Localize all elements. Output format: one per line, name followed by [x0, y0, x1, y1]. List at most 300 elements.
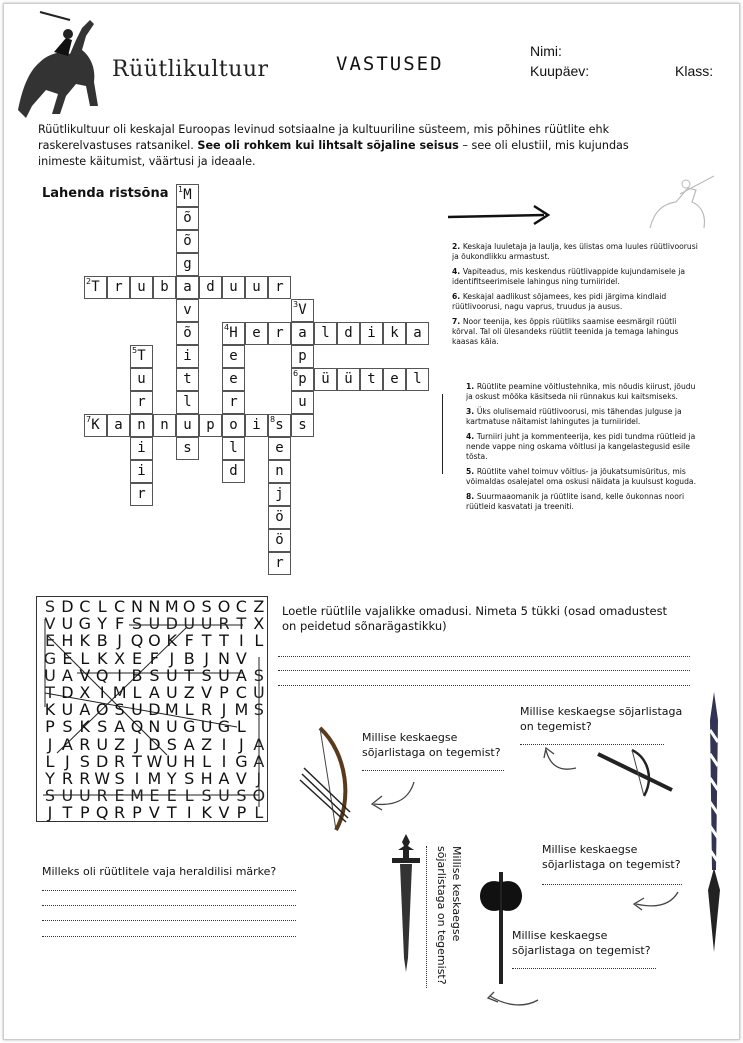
clue-divider — [442, 394, 443, 474]
crossbow-question: Millise keskaegse sõjarlistaga on tegemist? — [520, 705, 683, 733]
clue-item — [466, 492, 696, 512]
word-search-letter[interactable]: R — [96, 786, 108, 806]
word-search-letter[interactable]: L — [132, 683, 142, 702]
crossword-cell[interactable]: u — [176, 414, 199, 437]
word-search-letter[interactable]: G — [43, 648, 57, 668]
word-search-letter[interactable]: V — [79, 665, 91, 685]
word-search-letter[interactable]: B — [96, 631, 108, 651]
crossword-cell[interactable]: v — [176, 299, 199, 322]
word-search-letter[interactable]: Z — [183, 683, 195, 702]
clue-number: 8 — [270, 415, 276, 424]
word-search-letter[interactable]: L — [80, 648, 90, 668]
word-search-letter[interactable]: D — [61, 683, 74, 702]
word-search-letter[interactable]: U — [218, 665, 230, 685]
word-search-letter[interactable]: Y — [97, 614, 108, 634]
word-search-letter[interactable]: L — [45, 751, 55, 771]
word-search-letter[interactable]: S — [62, 717, 73, 737]
crossword-cell[interactable]: p 6 — [291, 368, 314, 391]
word-search-letter[interactable]: V — [235, 648, 247, 668]
word-search-letter[interactable]: O — [217, 597, 231, 616]
crossword-cell[interactable]: T 2 — [84, 276, 107, 299]
word-search-letter[interactable]: H — [200, 769, 213, 788]
word-search-letter[interactable]: T — [45, 683, 55, 702]
crossword-cell[interactable]: r — [222, 391, 245, 414]
clue-text: Rüütlite vahel toimuv võitlus- ja jõukatsumisüritus, mis võimaldas osalejatel oma oskusi näidata ja kuulsust koguda. — [466, 467, 696, 486]
word-search-letter[interactable]: U — [96, 734, 109, 754]
word-search-letter[interactable]: S — [114, 769, 125, 788]
word-search-letter[interactable]: F — [114, 614, 125, 634]
word-search-letter[interactable]: U — [165, 751, 178, 771]
word-search-letter[interactable]: I — [99, 683, 105, 702]
word-search-letter[interactable]: N — [148, 597, 161, 616]
clue-item — [466, 467, 696, 487]
word-search-letter[interactable]: M — [112, 683, 127, 702]
crossword-cell[interactable]: H 4 — [222, 322, 245, 345]
word-search-letter[interactable]: E — [166, 786, 177, 806]
word-search-letter[interactable]: R — [218, 614, 230, 634]
crossword-cell[interactable]: ü — [337, 368, 360, 391]
word-search-letter[interactable]: Y — [166, 769, 177, 788]
crossword-cell[interactable]: M 1 — [176, 184, 199, 207]
crossword-cell[interactable]: r — [268, 276, 291, 299]
word-search-letter[interactable]: B — [131, 665, 143, 685]
heraldry-answer-line[interactable] — [42, 920, 296, 921]
sword-answer-line[interactable] — [426, 846, 427, 988]
word-search-letter[interactable]: S — [44, 786, 56, 806]
word-search-letter[interactable]: U — [131, 700, 143, 720]
word-search-letter[interactable]: P — [45, 717, 55, 737]
word-search-letter[interactable]: I — [221, 734, 227, 754]
clue-text: Rüütlite peamine võitlustehnika, mis nõudis kiirust, jõudu ja oskust mõõka käsitseda nii rünnakus kui kaitsmiseks. — [466, 382, 696, 401]
page-title: Rüütlikultuur — [112, 57, 269, 82]
word-search-letter[interactable]: C — [79, 597, 91, 616]
word-search-letter[interactable]: A — [61, 734, 73, 754]
down-clues — [466, 382, 696, 517]
crossword-cell[interactable]: k — [383, 322, 406, 345]
clue-text: Keskajal aadlikust sõjamees, kes pidi järgima kindlaid rüütlivoorusi, nagu vaprus, truudus ja ausus. — [452, 292, 667, 311]
crossword-cell[interactable]: i — [130, 460, 153, 483]
word-search-letter[interactable]: H — [61, 631, 74, 651]
crossword-cell[interactable]: t — [176, 368, 199, 391]
word-search-letter[interactable]: J — [134, 734, 140, 754]
word-search-letter[interactable]: G — [217, 717, 231, 737]
word-search-letter[interactable]: E — [131, 648, 143, 668]
lance-question: Millise keskaegse sõjarlistaga on tegemist? — [542, 843, 681, 871]
word-search-letter[interactable]: A — [183, 734, 195, 754]
word-search-letter[interactable]: X — [114, 648, 126, 668]
word-search-letter[interactable]: O — [148, 631, 161, 651]
word-search-letter[interactable]: V — [148, 803, 160, 823]
curved-arrow-icon — [368, 776, 418, 812]
word-search-letter[interactable]: N — [148, 717, 161, 737]
word-search-letter[interactable]: Z — [253, 597, 265, 616]
word-search-letter[interactable]: T — [132, 751, 142, 771]
intro-paragraph — [38, 122, 668, 170]
clue-number: 4 — [224, 323, 230, 332]
curved-arrow-icon — [630, 888, 682, 912]
word-search-letter[interactable]: R — [114, 803, 126, 823]
crossword-cell[interactable]: n — [130, 414, 153, 437]
word-search-letter[interactable]: M — [130, 786, 144, 806]
word-search-letter[interactable]: D — [61, 597, 74, 616]
word-search-letter[interactable]: Q — [95, 803, 109, 823]
axe-answer-line[interactable] — [512, 968, 656, 969]
crossword-cell[interactable]: u — [130, 368, 153, 391]
word-search-letter[interactable]: K — [166, 631, 178, 651]
word-search-letter[interactable]: U — [218, 786, 230, 806]
word-search-letter[interactable]: T — [62, 803, 73, 823]
clue-item — [466, 407, 696, 427]
word-search-letter[interactable]: S — [184, 769, 195, 788]
clue-number: 6 — [293, 369, 299, 378]
crossword-cell[interactable]: õ — [176, 322, 199, 345]
crossword-cell[interactable]: t — [360, 368, 383, 391]
word-search-letter[interactable]: A — [235, 665, 247, 685]
word-search-letter[interactable]: A — [114, 717, 126, 737]
word-search-letter[interactable]: K — [79, 631, 91, 651]
crossword-cell[interactable]: i — [130, 437, 153, 460]
clue-number: 3 — [293, 300, 299, 309]
crossword-cell[interactable]: u — [222, 276, 245, 299]
word-search-letter[interactable]: L — [236, 717, 246, 737]
crossword-cell[interactable]: d — [199, 276, 222, 299]
word-search-letter[interactable]: K — [44, 700, 56, 720]
crossword-cell[interactable]: s 8 — [268, 414, 291, 437]
crossword-cell[interactable]: r — [130, 483, 153, 506]
word-search-letter[interactable]: U — [200, 614, 213, 634]
crossword-cell[interactable]: i — [245, 414, 268, 437]
crossword-cell[interactable]: a — [291, 322, 314, 345]
word-search-letter[interactable]: M — [164, 597, 179, 616]
word-search-letter[interactable]: J — [221, 700, 227, 720]
word-search-letter[interactable]: X — [79, 683, 91, 702]
word-search-letter[interactable]: U — [61, 614, 74, 634]
word-search-letter[interactable]: Y — [45, 769, 55, 788]
word-search-letter[interactable]: J — [47, 734, 53, 754]
word-search-letter[interactable]: A — [253, 751, 265, 771]
word-search-letter[interactable]: D — [148, 734, 161, 754]
word-search-letter[interactable]: Q — [95, 665, 109, 685]
word-search-letter[interactable]: U — [252, 683, 265, 702]
word-search-letter[interactable]: T — [184, 665, 195, 685]
word-search-letter[interactable]: U — [44, 665, 56, 685]
clue-number: 2. — [452, 242, 463, 251]
word-search-letter[interactable]: Z — [201, 734, 213, 754]
word-search-letter[interactable]: S — [253, 665, 264, 685]
clue-item — [452, 317, 702, 347]
word-search-letter[interactable]: P — [132, 803, 142, 823]
qualities-question: Loetle rüütlile vajalikke omadusi. Nimeta 5 tükki (osad omadustest on peidetud sõnarägastikku) — [282, 604, 668, 633]
crossword-cell[interactable]: õ — [176, 207, 199, 230]
word-search-letter[interactable]: X — [253, 614, 265, 634]
word-search-letter[interactable]: O — [95, 700, 109, 720]
word-search-letter[interactable]: H — [183, 751, 196, 771]
word-search-letter[interactable]: F — [184, 631, 194, 651]
word-search-letter[interactable]: D — [96, 751, 109, 771]
crossword-cell[interactable]: p — [291, 345, 314, 368]
word-search-letter[interactable]: N — [131, 597, 143, 616]
word-search-letter[interactable]: U — [165, 683, 178, 702]
clue-text: Keskaja luuletaja ja laulja, kes ülistas oma luules rüütlivoorusi ja õukondlikku armastust. — [452, 242, 698, 261]
clue-number: 1 — [178, 185, 184, 194]
curved-arrow-icon — [484, 990, 542, 1012]
word-search-letter[interactable]: W — [94, 769, 111, 788]
clue-number: 4. — [466, 432, 477, 441]
word-search-letter[interactable]: I — [117, 665, 122, 685]
bow-illustration — [296, 724, 358, 834]
crossword-cell[interactable]: r — [107, 276, 130, 299]
word-search-letter[interactable]: G — [235, 751, 248, 771]
word-search-letter[interactable]: L — [184, 786, 194, 806]
crossword-cell[interactable]: e — [383, 368, 406, 391]
word-search-letter[interactable]: U — [61, 786, 74, 806]
word-search-letter[interactable]: S — [97, 717, 108, 737]
word-search-letter[interactable]: S — [201, 786, 212, 806]
crossword-cell[interactable]: n — [153, 414, 176, 437]
word-search-letter[interactable]: J — [117, 631, 122, 651]
word-search-letter[interactable]: J — [47, 803, 53, 823]
clue-number: 7. — [452, 317, 463, 326]
word-search-letter[interactable]: V — [201, 683, 213, 702]
word-search-letter[interactable]: M — [147, 769, 162, 788]
word-search-letter[interactable]: G — [78, 614, 91, 634]
intro-bold-text: See oli rohkem kui lihtsalt sõjaline seisus — [197, 139, 459, 152]
crossword-title: Lahenda ristsõna — [42, 186, 169, 201]
crossword-cell[interactable]: a — [406, 322, 429, 345]
word-search-letter[interactable]: V — [44, 614, 56, 634]
crossword-cell[interactable]: a — [107, 414, 130, 437]
clue-number: 4. — [452, 267, 463, 276]
crossword-cell[interactable]: ö — [268, 506, 291, 529]
bow-question: Millise keskaegse sõjarlistaga on tegemist? — [362, 731, 501, 759]
clue-number: 3. — [466, 407, 477, 416]
crossword-cell[interactable]: s — [176, 437, 199, 460]
crossword-cell[interactable]: T 5 — [130, 345, 153, 368]
crossword-cell[interactable]: õ — [176, 230, 199, 253]
crossword-cell[interactable]: r — [268, 322, 291, 345]
word-search-letter[interactable]: N — [218, 648, 230, 668]
clue-item — [466, 432, 696, 462]
sword-question: Millise keskaegse sõjarlistaga on tegemist? — [435, 846, 463, 985]
word-search-letter[interactable]: Z — [114, 734, 126, 754]
crossword-cell[interactable]: l — [314, 322, 337, 345]
word-search-letter[interactable]: S — [236, 786, 247, 806]
word-search-letter[interactable]: M — [164, 700, 179, 720]
clue-item — [452, 242, 702, 262]
crossword-cell[interactable]: j — [268, 483, 291, 506]
crossword-cell[interactable]: p — [199, 414, 222, 437]
bow-answer-line[interactable] — [362, 770, 504, 771]
word-search-letter[interactable]: D — [165, 614, 178, 634]
crossword-grid — [84, 184, 444, 584]
sword-illustration — [390, 832, 422, 974]
clue-number: 5 — [132, 346, 138, 355]
knight-horse-illustration — [10, 10, 105, 122]
crossword-cell[interactable]: K 7 — [84, 414, 107, 437]
word-search-letter[interactable]: R — [79, 769, 91, 788]
word-search-letter[interactable]: J — [239, 734, 244, 754]
word-search-letter[interactable]: K — [79, 717, 91, 737]
crossword-cell[interactable]: o — [222, 414, 245, 437]
word-search-letter[interactable]: T — [236, 614, 247, 634]
lance-illustration — [700, 690, 728, 955]
word-search-letter[interactable]: S — [201, 665, 212, 685]
word-search-letter[interactable]: S — [44, 597, 56, 616]
word-search-letter[interactable]: J — [169, 648, 175, 668]
crossword-cell[interactable]: n — [268, 460, 291, 483]
word-search-letter[interactable]: U — [148, 614, 161, 634]
word-search-letter[interactable]: U — [200, 717, 213, 737]
word-search-letter[interactable]: S — [166, 734, 177, 754]
crossword-cell[interactable]: e — [222, 345, 245, 368]
word-search-letter[interactable]: I — [221, 751, 227, 771]
word-search-letter[interactable]: A — [79, 700, 91, 720]
word-search-letter[interactable]: I — [239, 631, 244, 651]
crossword-cell[interactable]: g — [176, 253, 199, 276]
clue-text: Suurmaaomanik ja rüütlite isand, kelle õukonnas noori rüütleid kasvatati ja treeniti. — [466, 492, 685, 511]
clue-text: Turniiri juht ja kommenteerija, kes pidi tundma rüütleid ja nende vappe ning oskama võitlusi ja kangelastegusid esile tõsta. — [466, 432, 696, 461]
word-search-letter[interactable]: O — [182, 597, 196, 616]
heraldry-answer-line[interactable] — [42, 890, 296, 891]
word-search-letter[interactable]: O — [252, 786, 266, 806]
word-search-letter[interactable]: B — [183, 648, 195, 668]
axe-question: Millise keskaegse sõjarlistaga on tegemist? — [512, 929, 651, 957]
crossword-cell[interactable]: e — [222, 368, 245, 391]
word-search-letter[interactable]: V — [218, 803, 230, 823]
word-search-letter[interactable]: E — [149, 786, 160, 806]
word-search-letter[interactable]: U — [165, 717, 178, 737]
word-search-letter[interactable]: R — [201, 700, 213, 720]
word-search-letter[interactable]: C — [235, 597, 247, 616]
crossword-cell[interactable]: e — [245, 322, 268, 345]
crossword-cell[interactable]: r — [130, 391, 153, 414]
word-search-letter[interactable]: M — [234, 700, 249, 720]
word-search-letter[interactable]: W — [146, 751, 163, 771]
clue-item — [452, 292, 702, 312]
clue-item — [452, 267, 702, 287]
word-search-letter[interactable]: Q — [130, 717, 144, 737]
crossword-cell[interactable]: V 3 — [291, 299, 314, 322]
word-search-letter[interactable]: S — [149, 665, 160, 685]
crossword-cell[interactable]: d — [222, 460, 245, 483]
clue-number: 8. — [466, 492, 477, 501]
arrow-icon — [446, 204, 554, 228]
word-search-letter[interactable]: J — [256, 769, 262, 788]
word-search-letter[interactable]: D — [148, 700, 161, 720]
crossword-cell[interactable]: ü — [314, 368, 337, 391]
word-search-letter[interactable]: A — [148, 683, 160, 702]
word-search-letter[interactable]: V — [235, 769, 247, 788]
clue-text: Vapiteadus, mis keskendus rüütlivappide kujundamisele ja identifitseerimisele lahingus ning turniiridel. — [452, 267, 685, 286]
word-search-letter[interactable]: P — [219, 683, 229, 702]
word-search-letter[interactable]: U — [78, 786, 91, 806]
clue-number: 6. — [452, 292, 463, 301]
crossword-cell[interactable]: e — [268, 437, 291, 460]
word-search-letter[interactable]: J — [204, 648, 209, 668]
word-search-letter[interactable]: P — [79, 803, 90, 823]
word-search-letter[interactable]: C — [235, 683, 247, 702]
word-search-letter[interactable]: R — [114, 751, 126, 771]
word-search-letter[interactable]: I — [134, 769, 140, 788]
word-search-letter[interactable]: S — [79, 751, 90, 771]
word-search-letter[interactable]: A — [61, 665, 73, 685]
crossword-cell[interactable]: l — [176, 391, 199, 414]
word-search-letter[interactable]: L — [254, 631, 264, 651]
clue-item — [466, 382, 696, 402]
crossword-cell[interactable]: i — [360, 322, 383, 345]
lance-answer-line[interactable] — [542, 884, 682, 885]
crossbow-illustration — [592, 744, 682, 800]
word-search-letter[interactable]: U — [165, 665, 178, 685]
word-search-letter[interactable]: U — [183, 614, 196, 634]
word-search-letter[interactable]: G — [182, 717, 196, 737]
word-search-letter[interactable]: K — [96, 648, 108, 668]
crossword-cell[interactable]: u — [130, 276, 153, 299]
word-search-letter[interactable]: S — [114, 700, 125, 720]
crossword-cell[interactable]: u — [291, 391, 314, 414]
word-search-letter[interactable]: U — [61, 700, 74, 720]
crossword-cell[interactable]: i — [176, 345, 199, 368]
crossword-cell[interactable]: l — [222, 437, 245, 460]
word-search-letter[interactable]: R — [61, 769, 73, 788]
clue-text: Noor teenija, kes õppis rüütliks saamise eesmärgil rüütli kõrval. Tal oli ülesandeks rüütlit teenida ja temaga lahingus kaasas käia. — [452, 317, 679, 346]
word-search-letter[interactable]: S — [131, 614, 143, 634]
name-label: Nimi: — [530, 43, 562, 59]
answer-line[interactable] — [278, 656, 690, 657]
word-search-letter[interactable]: L — [97, 597, 107, 616]
word-search-letter[interactable]: A — [253, 734, 265, 754]
crossword-cell[interactable]: d — [337, 322, 360, 345]
answer-line[interactable] — [278, 685, 690, 686]
word-search-letter[interactable]: C — [114, 597, 126, 616]
word-search-letter[interactable]: E — [62, 648, 73, 668]
word-search-letter[interactable]: S — [253, 700, 264, 720]
answer-line[interactable] — [278, 670, 690, 671]
word-search-letter[interactable]: E — [44, 631, 56, 651]
word-search-letter[interactable]: T — [219, 631, 229, 651]
word-search-letter[interactable]: L — [202, 751, 212, 771]
word-search-letter[interactable]: T — [201, 631, 212, 651]
crossword-cell[interactable]: b — [153, 276, 176, 299]
knight-sketch-illustration — [640, 168, 722, 236]
crossword-cell[interactable]: s — [291, 414, 314, 437]
word-search-letter[interactable]: F — [149, 648, 159, 668]
crossword-cell[interactable]: u — [245, 276, 268, 299]
crossword-cell[interactable]: r — [268, 552, 291, 575]
word-search-letter[interactable]: L — [184, 700, 194, 720]
crossword-cell[interactable]: a — [176, 276, 199, 299]
word-search-letter[interactable]: L — [254, 803, 264, 823]
curved-arrow-icon — [540, 746, 582, 776]
word-search-letter[interactable]: Q — [130, 631, 144, 651]
heraldry-question: Milleks oli rüütlitele vaja heraldilisi märke? — [42, 865, 277, 878]
word-search-letter[interactable]: E — [114, 786, 125, 806]
heraldry-answer-line[interactable] — [42, 905, 296, 906]
across-clues — [452, 242, 702, 352]
word-search-letter[interactable]: A — [218, 769, 230, 788]
crossword-cell[interactable]: l — [406, 368, 429, 391]
crossword-cell[interactable]: ö — [268, 529, 291, 552]
heraldry-answer-line[interactable] — [42, 936, 296, 937]
word-search-letter[interactable]: K — [201, 803, 212, 823]
word-search-letter[interactable]: S — [201, 597, 212, 616]
class-label: Klass: — [675, 63, 714, 79]
word-search-letter[interactable]: I — [186, 803, 192, 823]
word-search-letter[interactable]: P — [236, 803, 247, 823]
word-search-letter[interactable]: T — [166, 803, 177, 823]
word-search-letter[interactable]: J — [65, 751, 70, 771]
word-search-letter[interactable]: R — [79, 734, 91, 754]
